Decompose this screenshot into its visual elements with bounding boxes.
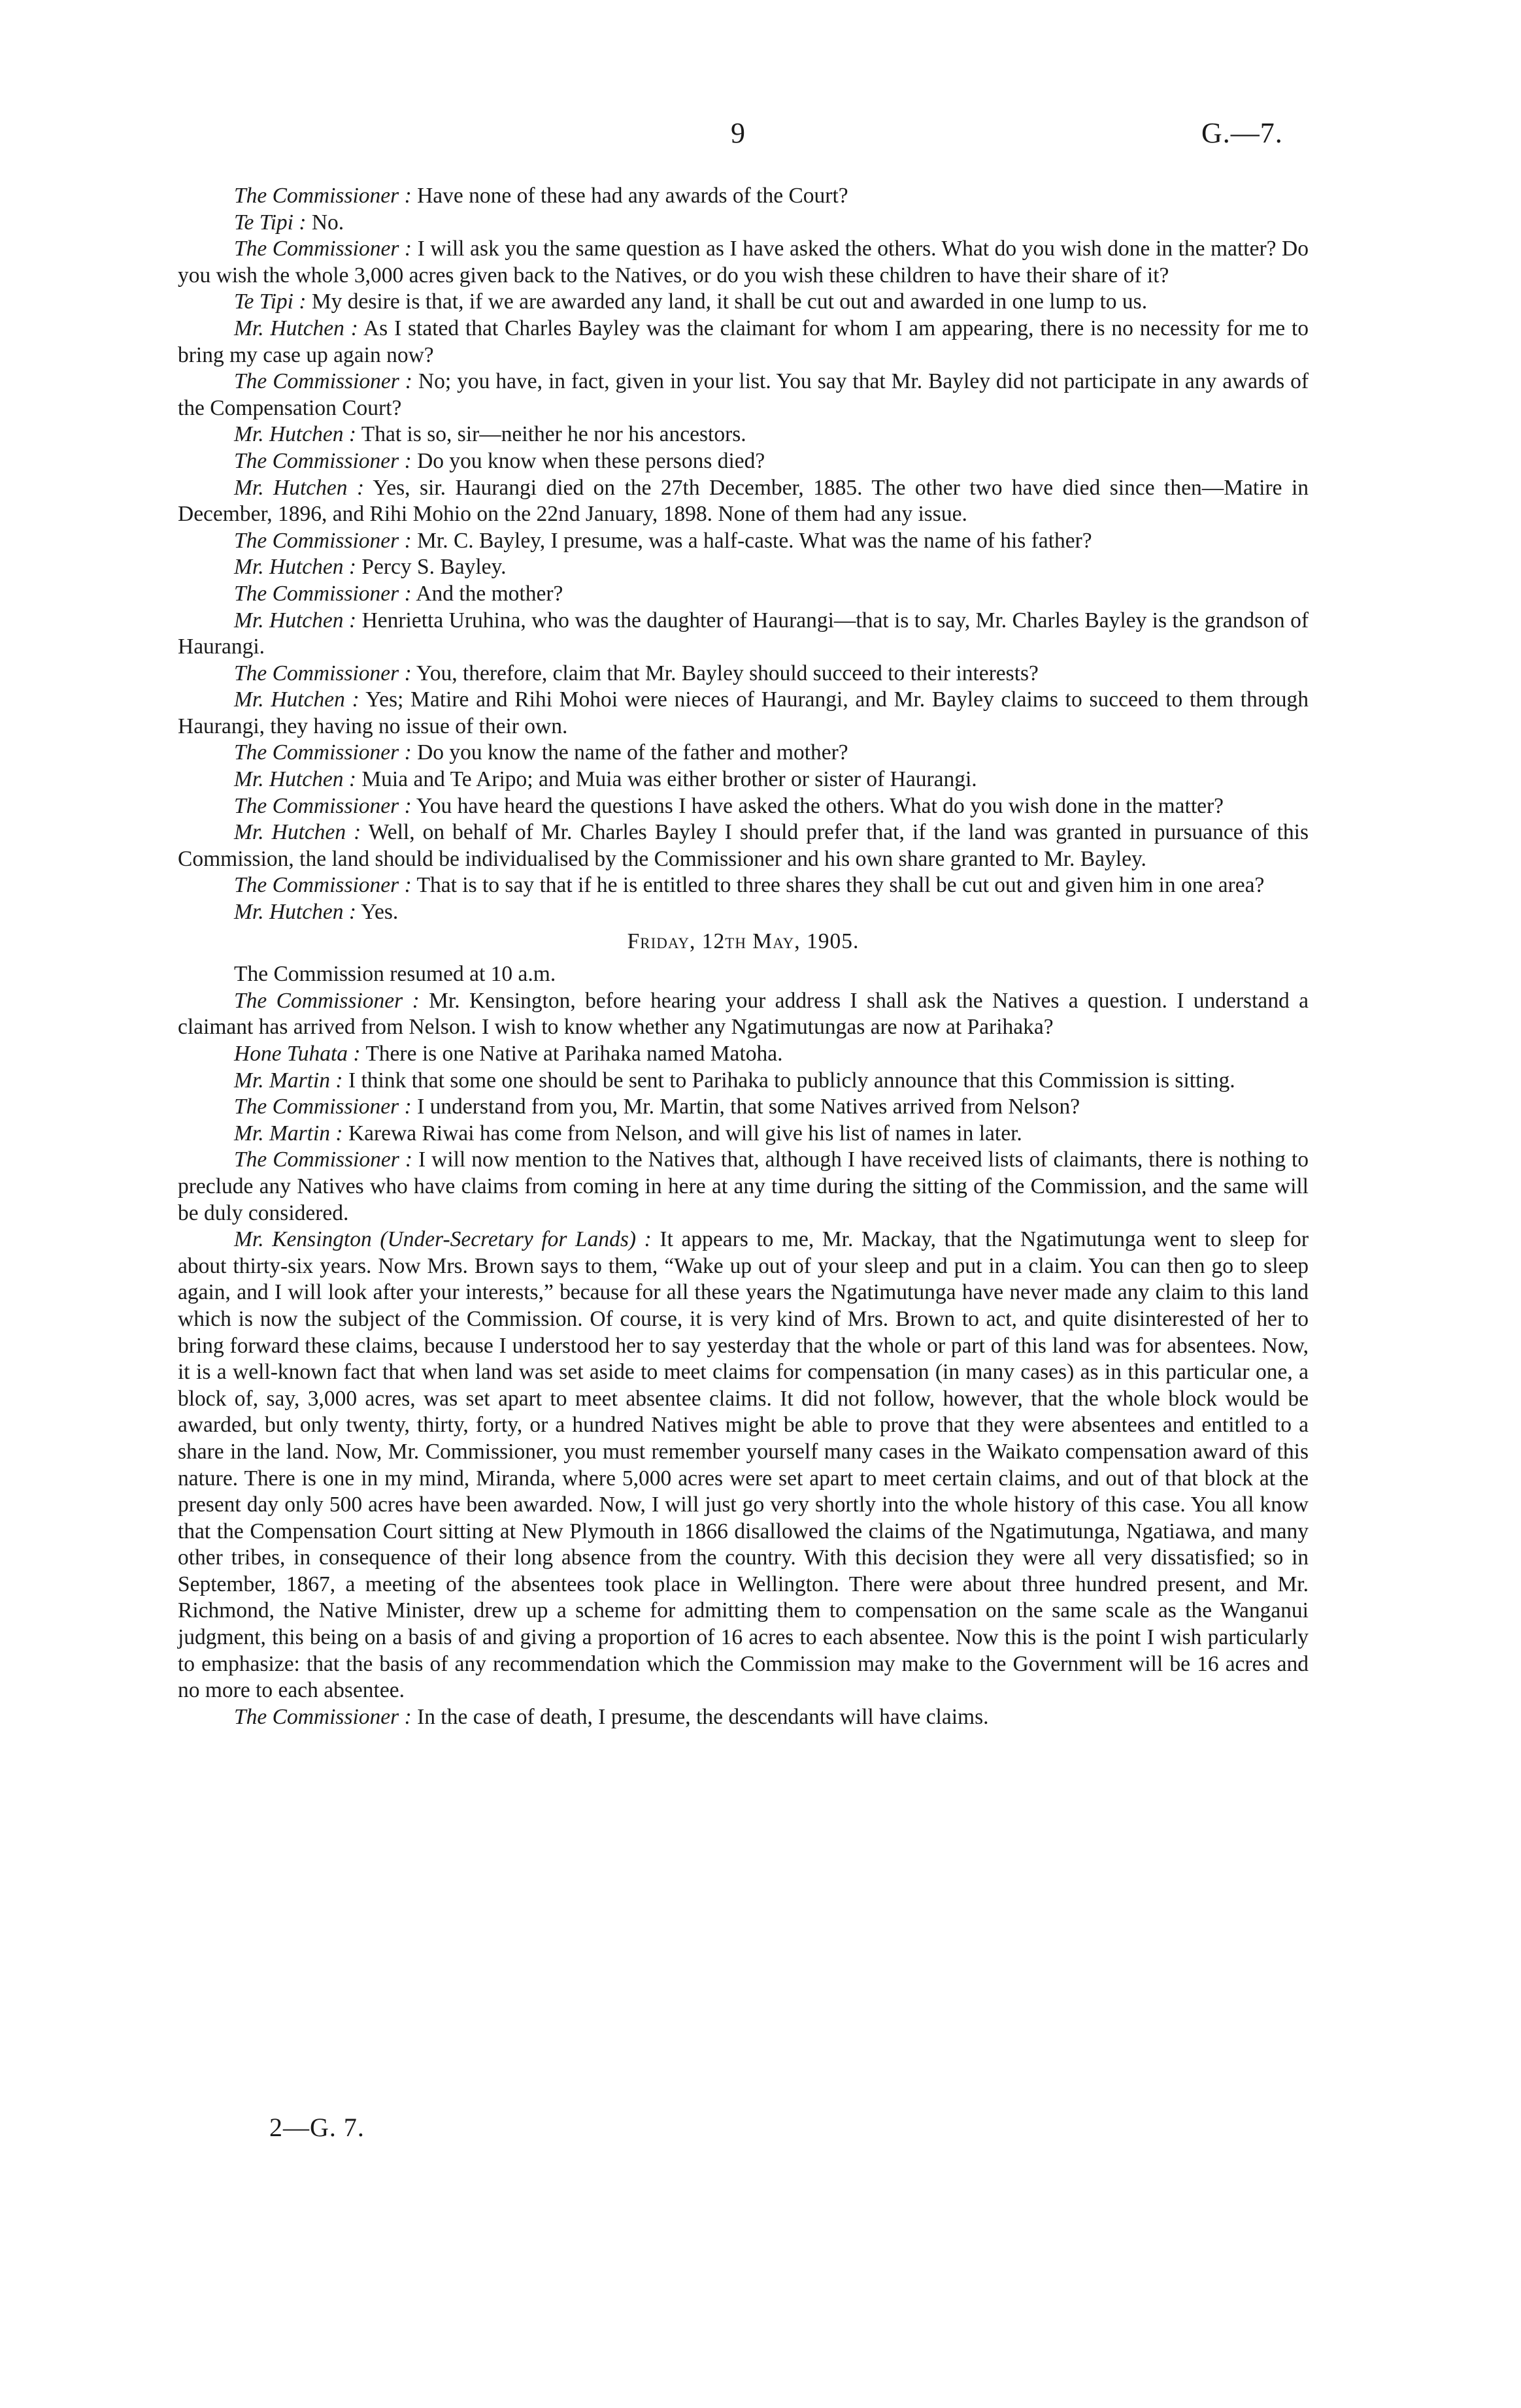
- speaker-name: Te Tipi :: [234, 289, 307, 314]
- paragraph-text: The Commission resumed at 10 a.m.: [234, 962, 556, 987]
- paragraph: [178, 988, 1309, 1041]
- paragraph-text: I will now mention to the Natives that, although I have received lists of claimants, there is nothing to preclude any Natives who have claims from coming in here at any time during the sitting of the Commission, and the same will be duly considered.: [178, 1147, 1309, 1225]
- paragraph-text: I will ask you the same question as I have asked the others. What do you wish done in the matter? Do you wish the whole 3,000 acres given back to the Natives, or do you wish these children to have their share of it?: [178, 237, 1309, 288]
- paragraph-text: No.: [306, 210, 344, 235]
- page-number: 9: [731, 117, 745, 149]
- paragraph: [178, 661, 1309, 687]
- paragraph: [178, 740, 1309, 767]
- paragraph: [178, 236, 1309, 289]
- speaker-name: Mr. Martin :: [234, 1068, 343, 1093]
- speaker-name: The Commissioner :: [234, 237, 412, 261]
- paragraph: [178, 581, 1309, 608]
- speaker-name: Mr. Hutchen :: [234, 900, 356, 925]
- paragraph-text: In the case of death, I presume, the descendants will have claims.: [411, 1704, 989, 1729]
- paragraph-text: There is one Native at Parihaka named Matoha.: [360, 1042, 783, 1066]
- paragraph: [178, 475, 1309, 528]
- paragraph-text: Do you know the name of the father and mother?: [411, 740, 848, 765]
- paragraph: [178, 369, 1309, 421]
- paragraph-text: Muia and Te Aripo; and Muia was either brother or sister of Haurangi.: [356, 767, 977, 792]
- body-text: [178, 183, 1309, 1730]
- paragraph: [178, 1041, 1309, 1068]
- speaker-name: The Commissioner :: [234, 448, 412, 473]
- paragraph-text: Yes; Matire and Rihi Mohoi were nieces of Haurangi, and Mr. Bayley claims to succeed to them through Haurangi, they having no issue of their own.: [178, 687, 1309, 738]
- paragraph: [178, 767, 1309, 793]
- paragraph: [178, 1094, 1309, 1121]
- paragraph: [178, 687, 1309, 740]
- speaker-name: Te Tipi :: [234, 210, 307, 235]
- date-heading: Friday, 12th May, 1905.: [627, 929, 860, 953]
- signature-mark: 2—G. 7.: [269, 2113, 365, 2142]
- paragraph: [178, 554, 1309, 581]
- paragraph-text: Yes, sir. Haurangi died on the 27th December, 1885. The other two have died since then—Matire in December, 1896, and Rihi Mohio on the 22nd January, 1898. None of them had any issue.: [178, 475, 1309, 527]
- paragraph-text: As I stated that Charles Bayley was the claimant for whom I am appearing, there is no necessity for me to bring my case up again now?: [178, 316, 1309, 367]
- paragraph: [178, 961, 1309, 988]
- speaker-name: Mr. Hutchen :: [234, 767, 356, 792]
- paragraph: [178, 1121, 1309, 1147]
- paragraph-text: You have heard the questions I have asked the others. What do you wish done in the matter?: [411, 793, 1224, 818]
- paragraph: [178, 793, 1309, 820]
- speaker-name: The Commissioner :: [234, 873, 412, 898]
- speaker-name: The Commissioner :: [234, 1095, 412, 1119]
- speaker-name: The Commissioner :: [234, 581, 412, 606]
- paragraph-text: That is to say that if he is entitled to three shares they shall be cut out and given him in one area?: [411, 873, 1265, 898]
- paragraphs-before: [178, 183, 1309, 926]
- speaker-name: The Commissioner :: [234, 528, 412, 553]
- paragraph-text: Henrietta Uruhina, who was the daughter of Haurangi—that is to say, Mr. Charles Bayley is the grandson of Haurangi.: [178, 608, 1309, 659]
- paragraph: [178, 210, 1309, 237]
- paragraph: [178, 899, 1309, 926]
- paragraph-text: My desire is that, if we are awarded any land, it shall be cut out and awarded in one lump to us.: [306, 289, 1148, 314]
- paragraph-text: I understand from you, Mr. Martin, that some Natives arrived from Nelson?: [411, 1095, 1080, 1119]
- paragraph: [178, 448, 1309, 475]
- speaker-name: The Commissioner :: [234, 988, 420, 1013]
- paragraph-text: Mr. Kensington, before hearing your address I shall ask the Natives a question. I understand a claimant has arrived from Nelson. I wish to know whether any Ngatimutungas are now at Parihaka?: [178, 988, 1309, 1040]
- paragraph-text: And the mother?: [411, 581, 563, 606]
- speaker-name: Mr. Hutchen :: [234, 475, 365, 500]
- paragraph: [178, 289, 1309, 316]
- paragraph-text: You, therefore, claim that Mr. Bayley should succeed to their interests?: [411, 661, 1039, 685]
- paragraph-text: That is so, sir—neither he nor his ancestors.: [356, 422, 746, 447]
- paragraphs-after: [178, 961, 1309, 1730]
- speaker-name: The Commissioner :: [234, 661, 412, 685]
- paragraph: [178, 1147, 1309, 1227]
- speaker-name: Mr. Hutchen :: [234, 422, 356, 447]
- speaker-name: Mr. Martin :: [234, 1121, 343, 1146]
- speaker-name: Mr. Hutchen :: [234, 820, 361, 845]
- paragraph: [178, 528, 1309, 555]
- paragraph: [178, 872, 1309, 899]
- speaker-name: The Commissioner :: [234, 793, 412, 818]
- speaker-name: The Commissioner :: [234, 1704, 412, 1729]
- speaker-name: The Commissioner :: [234, 740, 412, 765]
- paragraph-text: Yes.: [356, 900, 399, 925]
- speaker-name: Mr. Hutchen :: [234, 687, 359, 712]
- paragraph: [178, 1704, 1309, 1731]
- paragraph-text: Karewa Riwai has come from Nelson, and will give his list of names in later.: [343, 1121, 1022, 1146]
- speaker-name: The Commissioner :: [234, 1147, 412, 1172]
- paragraph: [178, 183, 1309, 210]
- speaker-name: Hone Tuhata :: [234, 1042, 361, 1066]
- paragraph: [178, 1227, 1309, 1704]
- paragraph: [178, 608, 1309, 661]
- speaker-name: Mr. Hutchen :: [234, 608, 357, 633]
- document-reference: G.—7.: [1201, 117, 1283, 149]
- paragraph-text: No; you have, in fact, given in your list. You say that Mr. Bayley did not participate in any awards of the Compensation Court?: [178, 369, 1309, 420]
- speaker-name: Mr. Hutchen :: [234, 555, 356, 580]
- paragraph-text: Have none of these had any awards of the Court?: [411, 184, 848, 208]
- speaker-name: The Commissioner :: [234, 184, 412, 208]
- paragraph: [178, 819, 1309, 872]
- paragraph-text: Do you know when these persons died?: [411, 448, 765, 473]
- paragraph-text: I think that some one should be sent to Parihaka to publicly announce that this Commission is sitting.: [343, 1068, 1235, 1093]
- speaker-name: Mr. Kensington (Under-Secretary for Lands) :: [234, 1227, 652, 1252]
- paragraph: [178, 1068, 1309, 1095]
- paragraph-text: Percy S. Bayley.: [356, 555, 507, 580]
- speaker-name: Mr. Hutchen :: [234, 316, 358, 340]
- paragraph: [178, 421, 1309, 448]
- paragraph: [178, 316, 1309, 369]
- speaker-name: The Commissioner :: [234, 369, 412, 394]
- paragraph-text: Well, on behalf of Mr. Charles Bayley I should prefer that, if the land was granted in pursuance of this Commission, the land should be individualised by the Commissioner and his own share granted to Mr. Bayley.: [178, 820, 1309, 871]
- paragraph-text: It appears to me, Mr. Mackay, that the Ngatimutunga went to sleep for about thirty-six years. Now Mrs. Brown says to them, “Wake up out of your sleep and put in a claim. You can then go to sleep again, and I will look after your interests,” because for all these years the Ngatimutunga have never made any claim to this land which is now the subject of the Commission. Of course, it is very kind of Mrs. Brown to act, and quite disinterested of her to bring forward these claims, because I understood her to say yesterday that the whole or part of this land was for absentees. Now, it is a well-known fact that when land was set aside to meet claims for compensation (in many cases) as in this particular one, a block of, say, 3,000 acres, was set apart to meet absentee claims. It did not follow, however, that the whole block would be awarded, but only twenty, thirty, forty, or a hundred Natives might be able to prove that they were absentees and entitled to a share in the land. Now, Mr. Commissioner, you must remember yourself many cases in the Waikato compensation award of this nature. There is one in my mind, Miranda, where 5,000 acres were set apart to meet certain claims, and out of that block at the present day only 500 acres have been awarded. Now, I will just go very shortly into the whole history of this case. You all know that the Compensation Court sitting at New Plymouth in 1866 disallowed the claims of the Ngatimutunga, Ngatiawa, and many other tribes, in consequence of their long absence from the country. With this decision they were all very dissatisfied; so in September, 1867, a meeting of the absentees took place in Wellington. There were about three hundred present, and Mr. Richmond, the Native Minister, drew up a scheme for admitting them to compensation on the same scale as the Wanganui judgment, this being on a basis of and giving a proportion of 16 acres to each absentee. Now this is the point I wish particularly to emphasize: that the basis of any recommendation which the Commission may make to the Government will be 16 acres and no more to each absentee.: [178, 1227, 1309, 1703]
- paragraph-text: Mr. C. Bayley, I presume, was a half-caste. What was the name of his father?: [411, 528, 1092, 553]
